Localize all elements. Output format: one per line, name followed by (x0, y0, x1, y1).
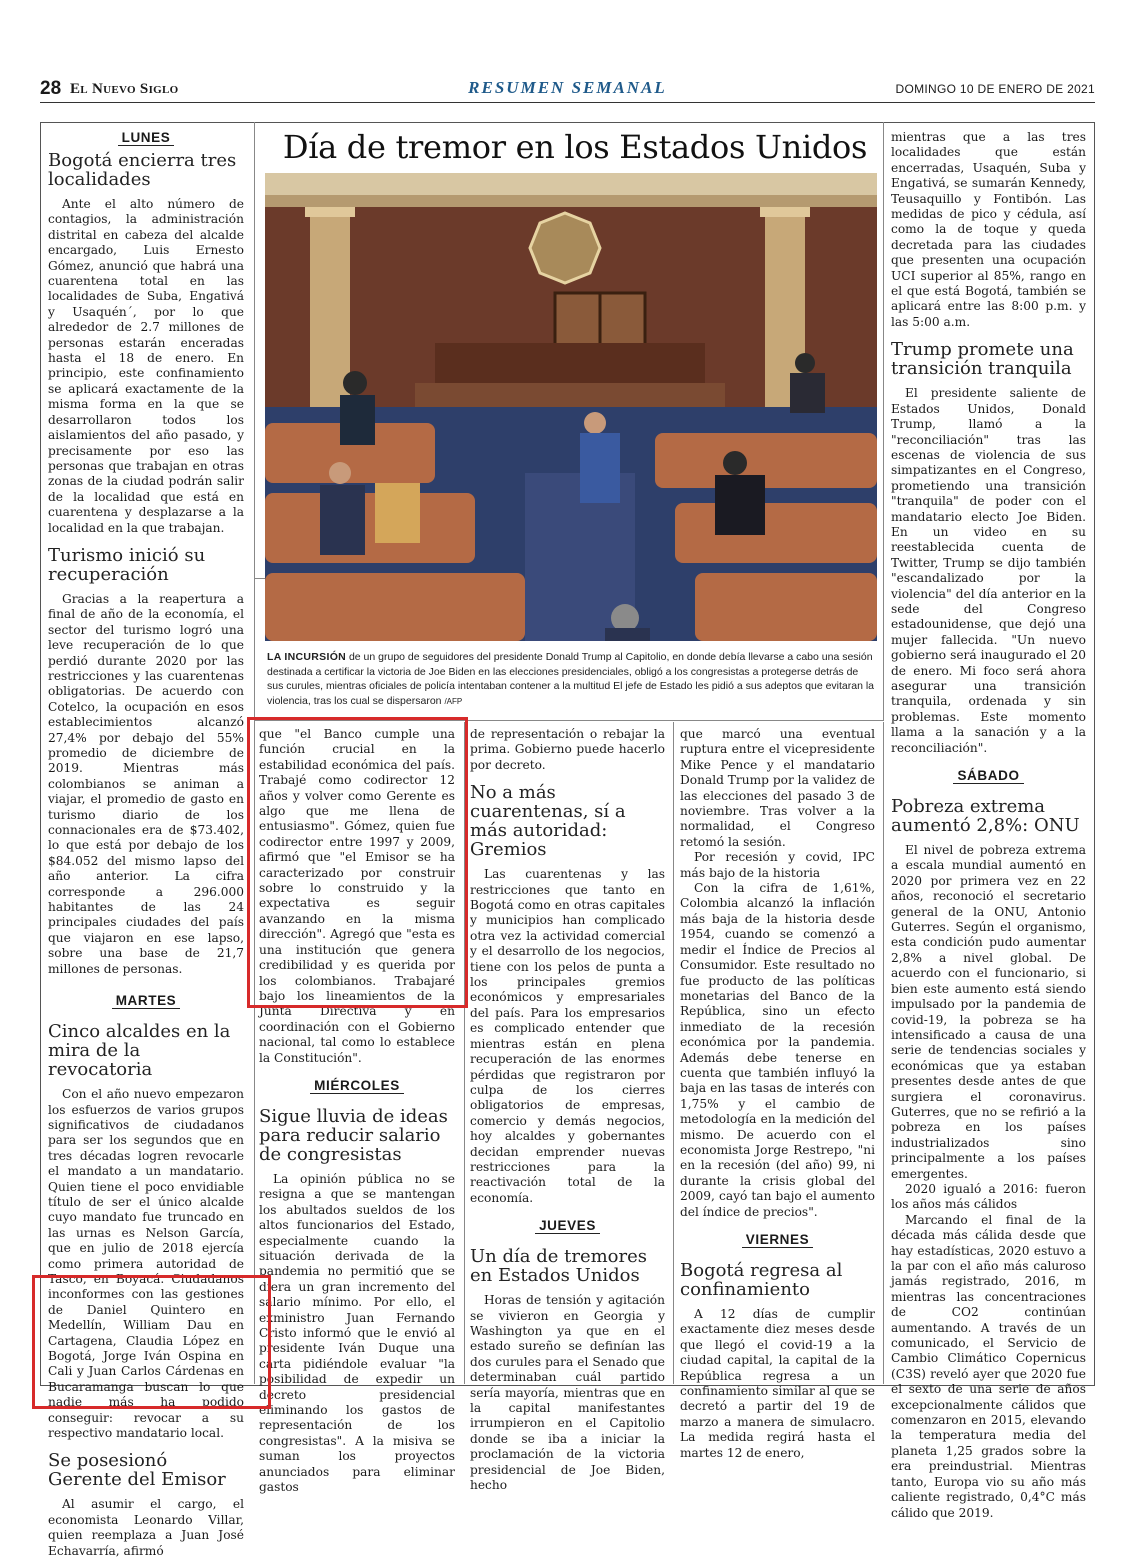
article-body: de representación o rebajar la prima. Gobierno puede hacerlo por decreto. (470, 727, 665, 772)
page-number: 28 (40, 78, 62, 99)
issue-date: DOMINGO 10 DE ENERO DE 2021 (895, 82, 1095, 96)
caption-credit: /AFP (444, 696, 463, 706)
subhead-ipc: Por recesión y covid, IPC más bajo de la historia (680, 850, 875, 880)
column-rule (883, 122, 884, 720)
article-body: mientras que a las tres localidades que están encerradas, Usaquén, Suba y Engativá, se sumarán Kennedy, Teusaquillo y Fontibón. Las medidas de pico y cédula, así como la de toque y queda decretada para las ciudades que presenten una ocupación UCI superior al 85%, rango en el que está Bogotá, también se aplicará entre las 8:00 p.m. y las 5:00 a.m. (891, 130, 1086, 329)
headline-pobreza: Pobreza extrema aumentó 2,8%: ONU (891, 796, 1080, 837)
highlight-box-emisor-start (32, 1275, 271, 1409)
day-label-lunes: LUNES (48, 130, 244, 145)
caption-lead: LA INCURSIÓN (267, 651, 347, 663)
article-body: Con la cifra de 1,61%, Colombia alcanzó la inflación más baja de la historia desde 1954, cuando se comenzó a medir el Índice de Precios al Consumidor. Este resultado no fue producto de las políticas monetarias del Banco de la República, sino un efecto inmediato de la recesión económica por la pandemia. Además debe tenerse en cuenta que también influyó la baja en las tasas de interés con 1,75% y el cambio de metodología en la medición del mismo. De acuerdo con el economista Jorge Restrepo, "ni en la recesión (del año) 99, ni durante la crisis global del 2009, cayó tan bajo el aumento del índice de precios". (680, 881, 875, 1219)
article-body: Marcando el final de la década más cálida desde que hay estadísticas, 2020 estuvo a la par con el año más caluroso jamás registrado, 2016, m mientras las concentraciones de CO2 continúan aumentando. A través de un comunicado, el Servicio de Cambio Climático Copernicus (C3S) reveló ayer que 2020 fue el sexto de una serie de años excepcionalmente cálidos que comenzaron en 2015, elevando la temperatura media del planeta 1,25 grados sobre la era preindustrial. Mientras tanto, Europa vio su año más caliente registrado, 0,4°C más cálido que 2019. (891, 1212, 1086, 1520)
article-body: La opinión pública no se resigna a que se mantengan los abultados sueldos de los altos funcionarios del Estado, especialmente cuando la situación derivada de la pandemia no permitió que se diera un gran incremento del salario mínimo. Por ello, el exministro Juan Fernando Cristo informó que le envió al presidente Iván Duque una carta pidiéndole evaluar "la posibilidad de expedir un decreto presidencial eliminando los gastos de representación de los congresistas". A la misiva se suman los proyectos anunciados para eliminar gastos (259, 1171, 455, 1495)
photo-caption (267, 650, 877, 709)
headline-trump-transicion: Trump promete una transición tranquila (891, 339, 1074, 380)
highlight-box-emisor-continuation (247, 717, 468, 1008)
page-header (40, 76, 1095, 103)
article-body: A 12 días de cumplir exactamente diez meses desde que llegó el covid-19 a la ciudad capital, la capital de la República regresa a un confinamiento similar al que se decretó a partir del 19 de marzo a manera de simulacro. La medida regirá hasta el martes 12 de enero, (680, 1307, 875, 1460)
column-rule (883, 722, 884, 1384)
column-trump-sabado (891, 130, 1086, 1521)
day-label-martes: MARTES (48, 993, 244, 1008)
article-body: Ante el alto número de contagios, la administración distrital en cabeza del alcalde encargado, Luis Ernesto Gómez, anunció que habrá una cuarentena total en las localidades de Suba, Engativá y Usaquén´, por lo que alrededor de 2.7 millones de personas estarán enceradas hasta el 18 de enero. En principio, este confinamiento se aplicará exactamente de la misma forma en la que se desarrollaron todos los aislamientos del año pasado, y precisamente por eso las personas que trabajan en otras zonas de la ciudad podrán salir de la localidad que está en cuarentena y desplazarse a la localidad en la que trabajan. (48, 197, 244, 535)
headline-dia-tremores: Un día de tremores en Estados Unidos (470, 1246, 648, 1287)
column-ipc-viernes (680, 727, 875, 1461)
column-rule (673, 722, 674, 1384)
article-body: El presidente saliente de Estados Unidos, Donald Trump, llamó a la "reconciliación" tras las escenas de violencia de sus simpatizantes en el Congreso, prometiendo una transición "tranquila" de poder con el mandatario electo Joe Biden. En un video en su reestablecida cuenta de Twitter, Trump se dijo también "escandalizado por la violencia" del día anterior en la sede del Congreso estadounidense, que dejó una mujer fallecida. "Un nuevo gobierno será inaugurado el 20 de enero. Mi foco será ahora asegurar una transición tranquila, ordenada y sin problemas. Este momento llama a la sanación y a la reconciliación". (891, 386, 1086, 755)
headline-lluvia-ideas: Sigue lluvia de ideas para reducir salario de congresistas (259, 1105, 448, 1165)
headline-turismo: Turismo inició su recuperación (48, 544, 206, 585)
caption-text: de un grupo de seguidores del presidente Donald Trump al Capitolio, en donde debía llevarse a cabo una sesión destinada a certificar la victoria de Joe Biden en las elecciones presidenciales, obligó a los congresistas a protegerse detrás de sus curules, mientras oficiales de policía intentaban contener a la multitud El jefe de Estado les pidió a sus adeptos que evitaran la violencia, tras los cual se dispersaron (267, 651, 875, 707)
headline-bogota-regresa: Bogotá regresa al confinamiento (680, 1260, 843, 1300)
article-body: Horas de tensión y agitación se vivieron en Georgia y Washington ya que en el estado sureño se definían las dos curules para el Senado que determinaban cuál partido sería mayoría, mientras que en la capital manifestantes irrumpieron en el Capitolio donde se iba a iniciar la proclamación de la victoria presidencial de Joe Biden, hecho (470, 1293, 665, 1493)
section-title: RESUMEN SEMANAL (468, 78, 667, 97)
article-body: Con el año nuevo empezaron los esfuerzos de varios grupos significativos de ciudadanos para ser los segundos que en tres décadas logren revocarle el mandato a un mandatario. Quien tiene el poco envidiable título de ser el único alcalde cuyo mandato fue truncado en las urnas es Nelson García, que en julio de 2018 ejercía como primera autoridad de Tasco, en Boyacá. Ciudadanos inconformes con las gestiones de Daniel Quintero en Medellín, William Dau en Cartagena, Claudia López en Bogotá, Jorge Iván Ospina en Cali y Juan Carlos Cárdenas en Bucaramanga buscan lo que nadie más ha podido conseguir: revocar a su respectivo mandatario local. (48, 1087, 244, 1441)
day-label-sabado: SÁBADO (891, 768, 1086, 783)
headline-bogota-encierra: Bogotá encierra tres localidades (48, 150, 237, 190)
article-body: Al asumir el cargo, el economista Leonardo Villar, quien reemplaza a Juan José Echavarría, afirmó (48, 1497, 244, 1558)
headline-cinco-alcaldes: Cinco alcaldes en la mira de la revocatoria (48, 1021, 231, 1081)
headline-no-cuarentenas: No a más cuarentenas, sí a más autoridad: Gremios (470, 782, 626, 861)
column-gremios-jueves (470, 727, 665, 1493)
main-headline: Día de tremor en los Estados Unidos (282, 128, 868, 166)
day-label-jueves: JUEVES (470, 1218, 665, 1233)
capitol-chamber-photo (265, 173, 877, 641)
article-body: que marcó una eventual ruptura entre el vicepresidente Mike Pence y el mandatario Donald Trump por la validez de las elecciones del pasado 3 de noviembre. Tras volver a la normalidad, el Congreso retomó la sesión. (680, 727, 875, 849)
article-body: El nivel de pobreza extrema a escala mundial aumentó en 2020 por primera vez en 22 años, reconoció el secretario general de la ONU, Antonio Guterres. Según el organismo, esta condición pudo aumentar 2,8% a nivel global. De acuerdo con el funcionario, si bien este aumento está siendo impulsado por la pandemia de covid-19, la pobreza se ha intensificado a causa de una serie de tendencias sociales y económicas que ya estaban presentes desde antes de que surgiera el coronavirus. Guterres, que no se refirió a la pobreza en los países industrializados sino principalmente a los países emergentes. (891, 843, 1086, 1181)
subhead-anos-calidos: 2020 igualó a 2016: fueron los años más cálidos (891, 1181, 1086, 1212)
day-label-viernes: VIERNES (680, 1232, 875, 1247)
article-body: que "el Banco cumple una función crucial en la estabilidad económica del país. Trabajé como codirector 12 años y volver como Gerente es algo que me llena de entusiasmo". Gómez, quien fue codirector entre 1997 y 2009, afirmó que "el Emisor se ha caracterizado por construir sobre lo construido y la expectativa es seguir avanzando en la misma dirección". Agregó que "esta es una institución que genera credibilidad y es querida por los colombianos. Trabajaré bajo los lineamientos de la Junta Directiva y en coordinación con el Gobierno nacional, tal como lo establece la Constitución". (259, 727, 455, 1065)
article-body: Las cuarentenas y las restricciones que tanto en Bogotá como en otras capitales y municipios han complicado otra vez la actividad comercial y el desarrollo de los negocios, tiene con los pelos de punta a los principales gremios económicos y empresariales del país. Para los empresarios es complicado entender que mientras están en plena recuperación de las enormes pérdidas que registraron por culpa de los cierres obligatorios de empresas, comercio y demás negocios, hoy alcaldes y gobernantes decidan emprender nuevas restricciones para la reactivación total de la economía. (470, 867, 665, 1205)
newspaper-name: El Nuevo Siglo (70, 81, 179, 97)
article-body: Gracias a la reapertura a final de año de la economía, el sector del turismo logró una leve recuperación de lo que perdió durante 2020 por las restricciones y las cuarentenas obligatorias. De acuerdo con Cotelco, la ocupación en esos establecimientos alcanzó 27,4% por debajo del 55% promedio de diciembre de 2019. Mientras más colombianos se animan a viajar, el promedio de gasto en turismo diario de los connacionales era de $73.402, lo que está por debajo de los $84.052 del mismo lapso del año anterior. La cifra corresponde a 296.000 habitantes de las 24 principales ciudades del país que viajaron en ese lapso, sobre una base de 21,7 millones de personas. (48, 591, 244, 976)
day-label-miercoles: MIÉRCOLES (259, 1078, 455, 1093)
headline-gerente-emisor: Se posesionó Gerente del Emisor (48, 1450, 226, 1491)
